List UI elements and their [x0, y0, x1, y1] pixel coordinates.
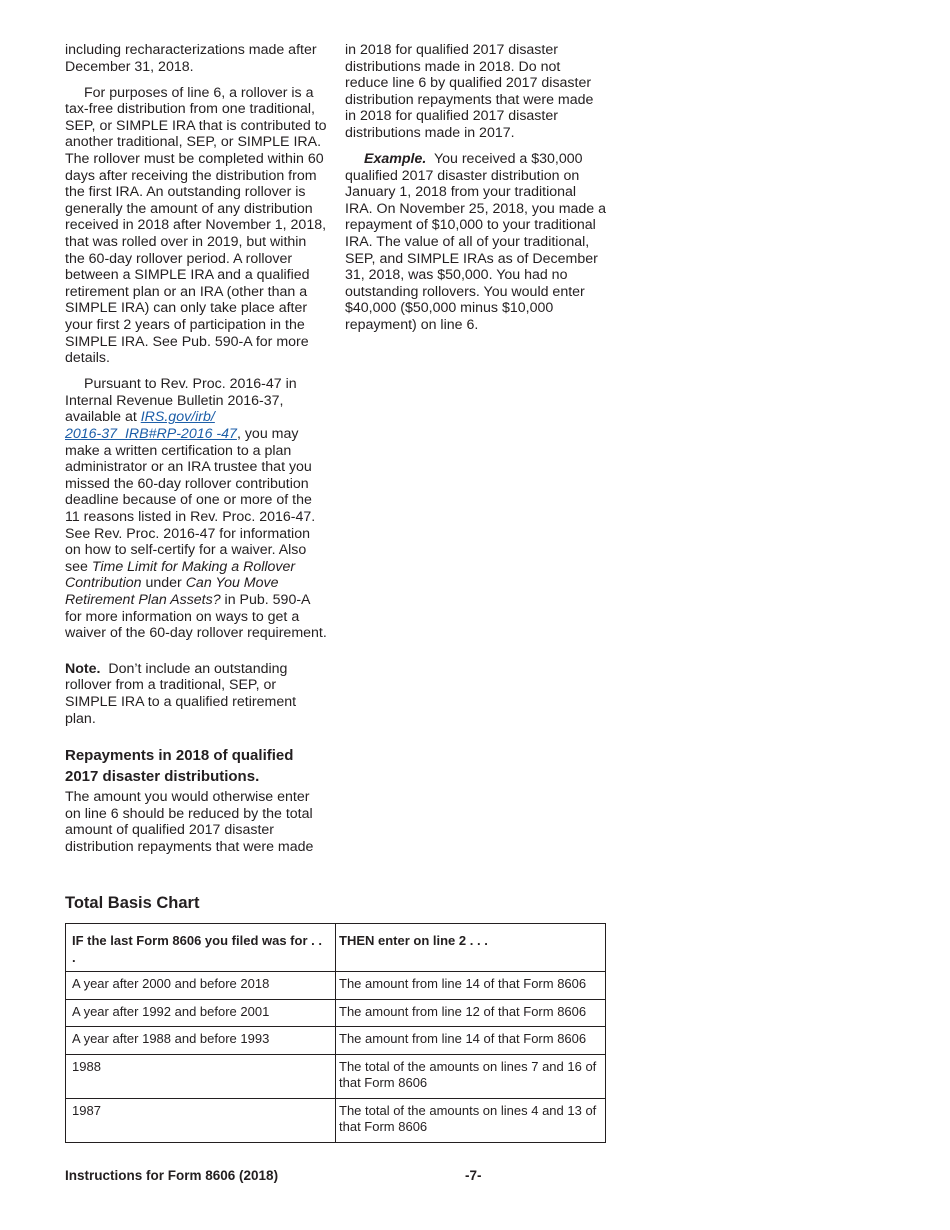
- paragraph-repayments: The amount you would otherwise enter on line 6 should be reduced by the total amount of qualified 2017 disaster distribution repayments that were made: [65, 789, 314, 855]
- link-text-line1: IRS.gov/irb/: [140, 409, 215, 426]
- table-cell: The amount from line 14 of that Form 8606: [336, 1027, 606, 1055]
- total-basis-table: [65, 923, 606, 1143]
- paragraph: in 2018 for qualified 2017 disaster distributions made in 2018. Do not reduce line 6 by qualified 2017 disaster distribution repayments that were made in 2018 for qualified 2017 disaster distributions made in 2017.: [345, 42, 594, 141]
- example-label: Example.: [364, 151, 427, 168]
- paragraph-rollover-definition: For purposes of line 6, a rollover is a tax-free distribution from one traditional, SEP, or SIMPLE IRA that is contributed to another traditional, SEP, or SIMPLE IRA. The rollover must be completed within 60 days after receiving the distribution from the first IRA. An outstanding rollover is generally the amount of any distribution received in 2018 after November 1, 2018, that was rolled over in 2019, but within the 60-day rollover period. A rollover between a SIMPLE IRA and a qualified retirement plan or an IRA (other than a SIMPLE IRA) can only take place after your first 2 years of participation in the SIMPLE IRA. See Pub. 590-A for more details.: [65, 84, 327, 367]
- table-cell: The total of the amounts on lines 4 and 13 of that Form 8606: [336, 1098, 606, 1142]
- table-cell: 1988: [66, 1054, 336, 1098]
- text-span: Pursuant to Rev. Proc. 2016-47 in Internal Revenue Bulletin 2016-37, available at: [65, 376, 297, 426]
- table-cell: The total of the amounts on lines 7 and 16 of that Form 8606: [336, 1054, 606, 1098]
- column-header: IF the last Form 8606 you filed was for . . .: [66, 924, 336, 972]
- table-cell: A year after 1992 and before 2001: [66, 999, 336, 1027]
- table-row: [66, 1054, 606, 1098]
- italic-reference: Time Limit for Making a Rollover Contribution: [65, 558, 296, 592]
- table-row: [66, 1098, 606, 1142]
- table-cell: The amount from line 14 of that Form 8606: [336, 972, 606, 1000]
- note-paragraph: [65, 661, 327, 727]
- example-paragraph: [345, 151, 607, 334]
- footer-form-title: Instructions for Form 8606 (2018): [65, 1168, 279, 1183]
- table-cell: 1987: [66, 1098, 336, 1142]
- paragraph-rev-proc: [65, 376, 327, 642]
- page-number: -7-: [465, 1168, 482, 1183]
- example-text: You received a $30,000 qualified 2017 disaster distribution on January 1, 2018 from your traditional IRA. On November 25, 2018, you made a repayment of $10,000 to your traditional IRA. The value of all of your traditional, SEP, and SIMPLE IRAs as of December 31, 2018, was $50,000. You had no outstanding rollovers. You would enter $40,000 ($50,000 minus $10,000 repayment) on line 6.: [345, 151, 607, 333]
- table-cell: The amount from line 12 of that Form 8606: [336, 999, 606, 1027]
- table-row: [66, 972, 606, 1000]
- left-column: [65, 42, 327, 865]
- italic-reference: Can You Move Retirement Plan Assets?: [65, 575, 279, 608]
- link-text-line2: 2016-37_IRB#RP-2016 -47: [65, 426, 237, 443]
- text-span: under: [141, 575, 186, 592]
- note-label: Note.: [65, 660, 101, 677]
- note-text: Don’t include an outstanding rollover from a traditional, SEP, or SIMPLE IRA to a qualified retirement plan.: [65, 660, 297, 727]
- right-column: [345, 42, 607, 343]
- table-row: [66, 1027, 606, 1055]
- text-span: in Pub. 590-A for more information on ways to get a waiver of the 60-day rollover requirement.: [65, 592, 327, 642]
- text-span: , you may make a written certification to a plan administrator or an IRA trustee that you missed the 60-day rollover contribution deadline because of one or more of the 11 reasons listed in Rev. Proc. 2016-47. See Rev. Proc. 2016-47 for information on how to self-certify for a waiver. Also see: [65, 426, 316, 575]
- table-row: [66, 999, 606, 1027]
- table-cell: A year after 1988 and before 1993: [66, 1027, 336, 1055]
- paragraph: including recharacterizations made after December 31, 2018.: [65, 42, 317, 75]
- column-header: THEN enter on line 2 . . .: [336, 924, 606, 972]
- table-cell: A year after 2000 and before 2018: [66, 972, 336, 1000]
- table-header-row: [66, 924, 606, 972]
- section-heading: Repayments in 2018 of qualified 2017 disaster distributions.: [65, 747, 294, 786]
- chart-title: Total Basis Chart: [65, 894, 200, 912]
